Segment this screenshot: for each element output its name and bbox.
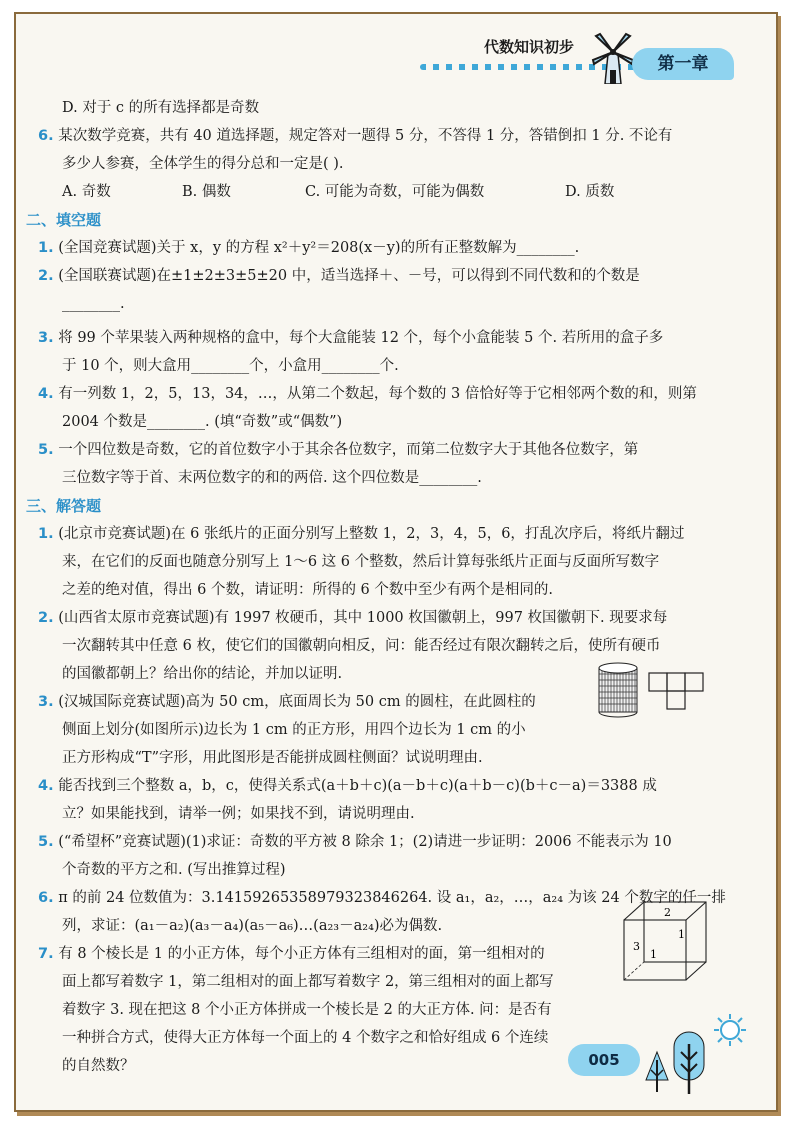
question-text: (全国竞赛试题)关于 x，y 的方程 x²＋y²＝208(x－y)的所有正整数解为________. <box>58 240 580 256</box>
page-content <box>26 94 726 1080</box>
question-number: 5. <box>38 834 54 850</box>
t-shape-figure <box>648 672 706 712</box>
question-text: (山西省太原市竞赛试题)有 1997 枚硬币，其中 1000 枚国徽朝上，997 枚国徽朝下. 现要求每 <box>58 610 668 626</box>
cube-figure <box>620 898 712 984</box>
question-number: 7. <box>38 946 54 962</box>
question-text: ________. <box>62 296 125 312</box>
question-text: (汉城国际竞赛试题)高为 50 cm，底面周长为 50 cm 的圆柱，在此圆柱的 <box>58 694 536 710</box>
solve-7 <box>38 940 718 968</box>
question-text: 能否找到三个整数 a，b，c，使得关系式(a＋b＋c)(a－b＋c)(a＋b－c)(b＋c－a)＝3388 成 <box>58 778 657 794</box>
solve-5 <box>38 828 718 856</box>
question-text: 有一列数 1，2，5，13，34，…，从第二个数起，每个数的 3 倍恰好等于它相邻两个数的和，则第 <box>58 386 697 402</box>
question-number: 3. <box>38 330 54 346</box>
question-text: 一次翻转其中任意 6 枚，使它们的国徽朝向相反，问：能否经过有限次翻转之后，使所有硬币 <box>62 638 661 654</box>
options-row <box>38 178 718 206</box>
question-text: 来，在它们的反面也随意分别写上 1～6 这 6 个整数，然后计算每张纸片正面与反面所写数字 <box>62 554 660 570</box>
solve-1 <box>38 520 718 548</box>
question-text: 立？如果能找到，请举一例；如果找不到，请说明理由. <box>62 806 415 822</box>
tree-icon <box>672 1030 706 1096</box>
fill-2 <box>38 262 718 290</box>
question-text: 面上都写着数字 1，第二组相对的面上都写着数字 2，第三组相对的面上都写 <box>62 974 554 990</box>
cube-label-top: 2 <box>664 906 671 919</box>
question-text: 着数字 3. 现在把这 8 个小正方体拼成一个棱长是 2 的大正方体. 问：是否有 <box>62 1002 552 1018</box>
question-text: 一个四位数是奇数，它的首位数字小于其余各位数字，而第二位数字大于其他各位数字，第 <box>58 442 639 458</box>
question-text: 的国徽都朝上？给出你的结论，并加以证明. <box>62 666 343 682</box>
solve-6 <box>38 884 726 912</box>
question-number: 6. <box>38 890 54 906</box>
option-a: A. 奇数 <box>62 184 111 200</box>
question-number: 1. <box>38 240 54 256</box>
page-number-badge: 005 <box>568 1044 640 1076</box>
question-text: (“希望杯”竞赛试题)(1)求证：奇数的平方被 8 除余 1；(2)请进一步证明：2006 不能表示为 10 <box>58 834 672 850</box>
solve-2 <box>38 604 718 632</box>
question-text: 侧面上划分(如图所示)边长为 1 cm 的正方形，用四个边长为 1 cm 的小 <box>62 722 526 738</box>
fill-5 <box>38 436 718 464</box>
question-text: 于 10 个，则大盒用________个，小盒用________个. <box>62 358 399 374</box>
section-fill-in: 二、填空题 <box>26 211 102 229</box>
question-text: 正方形构成“T”字形，用此图形是否能拼成圆柱侧面？试说明理由. <box>62 750 483 766</box>
option-d: D. 质数 <box>565 184 615 200</box>
question-number: 1. <box>38 526 54 542</box>
question-number: 6. <box>38 128 54 144</box>
question-number: 2. <box>38 610 54 626</box>
fill-1 <box>38 234 718 262</box>
option-b: B. 偶数 <box>182 184 231 200</box>
solve-4 <box>38 772 718 800</box>
section-solve: 三、解答题 <box>26 497 102 515</box>
windmill-icon <box>588 30 638 84</box>
question-text: 一种拼合方式，使得大正方体每一个面上的 4 个数字之和恰好组成 6 个连续 <box>62 1030 549 1046</box>
option-line: D. 对于 c 的所有选择都是奇数 <box>62 100 260 116</box>
question-text: 多少人参赛，全体学生的得分总和一定是( ). <box>62 156 344 172</box>
question-text: 的自然数？ <box>62 1058 135 1074</box>
question-number: 2. <box>38 268 54 284</box>
question-text: (全国联赛试题)在±1±2±3±5±20 中，适当选择＋、－号，可以得到不同代数和的个数是 <box>58 268 640 284</box>
question-text: 个奇数的平方之和. (写出推算过程) <box>62 862 286 878</box>
question-text: 2004 个数是________. (填“奇数”或“偶数”) <box>62 414 343 430</box>
tree-icon <box>644 1050 670 1094</box>
chapter-badge: 第一章 <box>632 48 734 80</box>
option-c: C. 可能为奇数，可能为偶数 <box>305 184 485 200</box>
question-text: 三位数字等于首、末两位数字的和的两倍. 这个四位数是________. <box>62 470 482 486</box>
question-text: 有 8 个棱长是 1 的小正方体，每个小正方体有三组相对的面，第一组相对的 <box>58 946 545 962</box>
question-text: 之差的绝对值，得出 6 个数，请证明：所得的 6 个数中至少有两个是相同的. <box>62 582 553 598</box>
header-title: 代数知识初步 <box>484 38 575 56</box>
question-number: 4. <box>38 386 54 402</box>
question-6 <box>38 122 718 150</box>
cylinder-figure <box>596 662 640 718</box>
question-text: 将 99 个苹果装入两种规格的盒中，每个大盒能装 12 个，每个小盒能装 5 个. 若所用的盒子多 <box>58 330 664 346</box>
question-number: 5. <box>38 442 54 458</box>
cube-label-bottom: 1 <box>650 948 657 961</box>
question-text: π 的前 24 位数值为：3.14159265358979323846264. 设 a₁，a₂，…，a₂₄ 为该 24 个数字的任一排 <box>58 890 726 906</box>
question-text: 某次数学竞赛，共有 40 道选择题，规定答对一题得 5 分，不答得 1 分，答错倒扣 1 分. 不论有 <box>58 128 673 144</box>
sun-icon <box>712 1012 748 1048</box>
fill-3 <box>38 324 718 352</box>
fill-4 <box>38 380 718 408</box>
question-number: 4. <box>38 778 54 794</box>
page-header <box>420 30 750 84</box>
cube-label-left: 3 <box>633 940 640 953</box>
question-text: (北京市竞赛试题)在 6 张纸片的正面分别写上整数 1，2，3，4，5，6，打乱次序后，将纸片翻过 <box>58 526 685 542</box>
cube-label-right: 1 <box>678 928 685 941</box>
question-text: 列，求证：(a₁－a₂)(a₃－a₄)(a₅－a₆)…(a₂₃－a₂₄)必为偶数. <box>62 918 443 934</box>
question-number: 3. <box>38 694 54 710</box>
